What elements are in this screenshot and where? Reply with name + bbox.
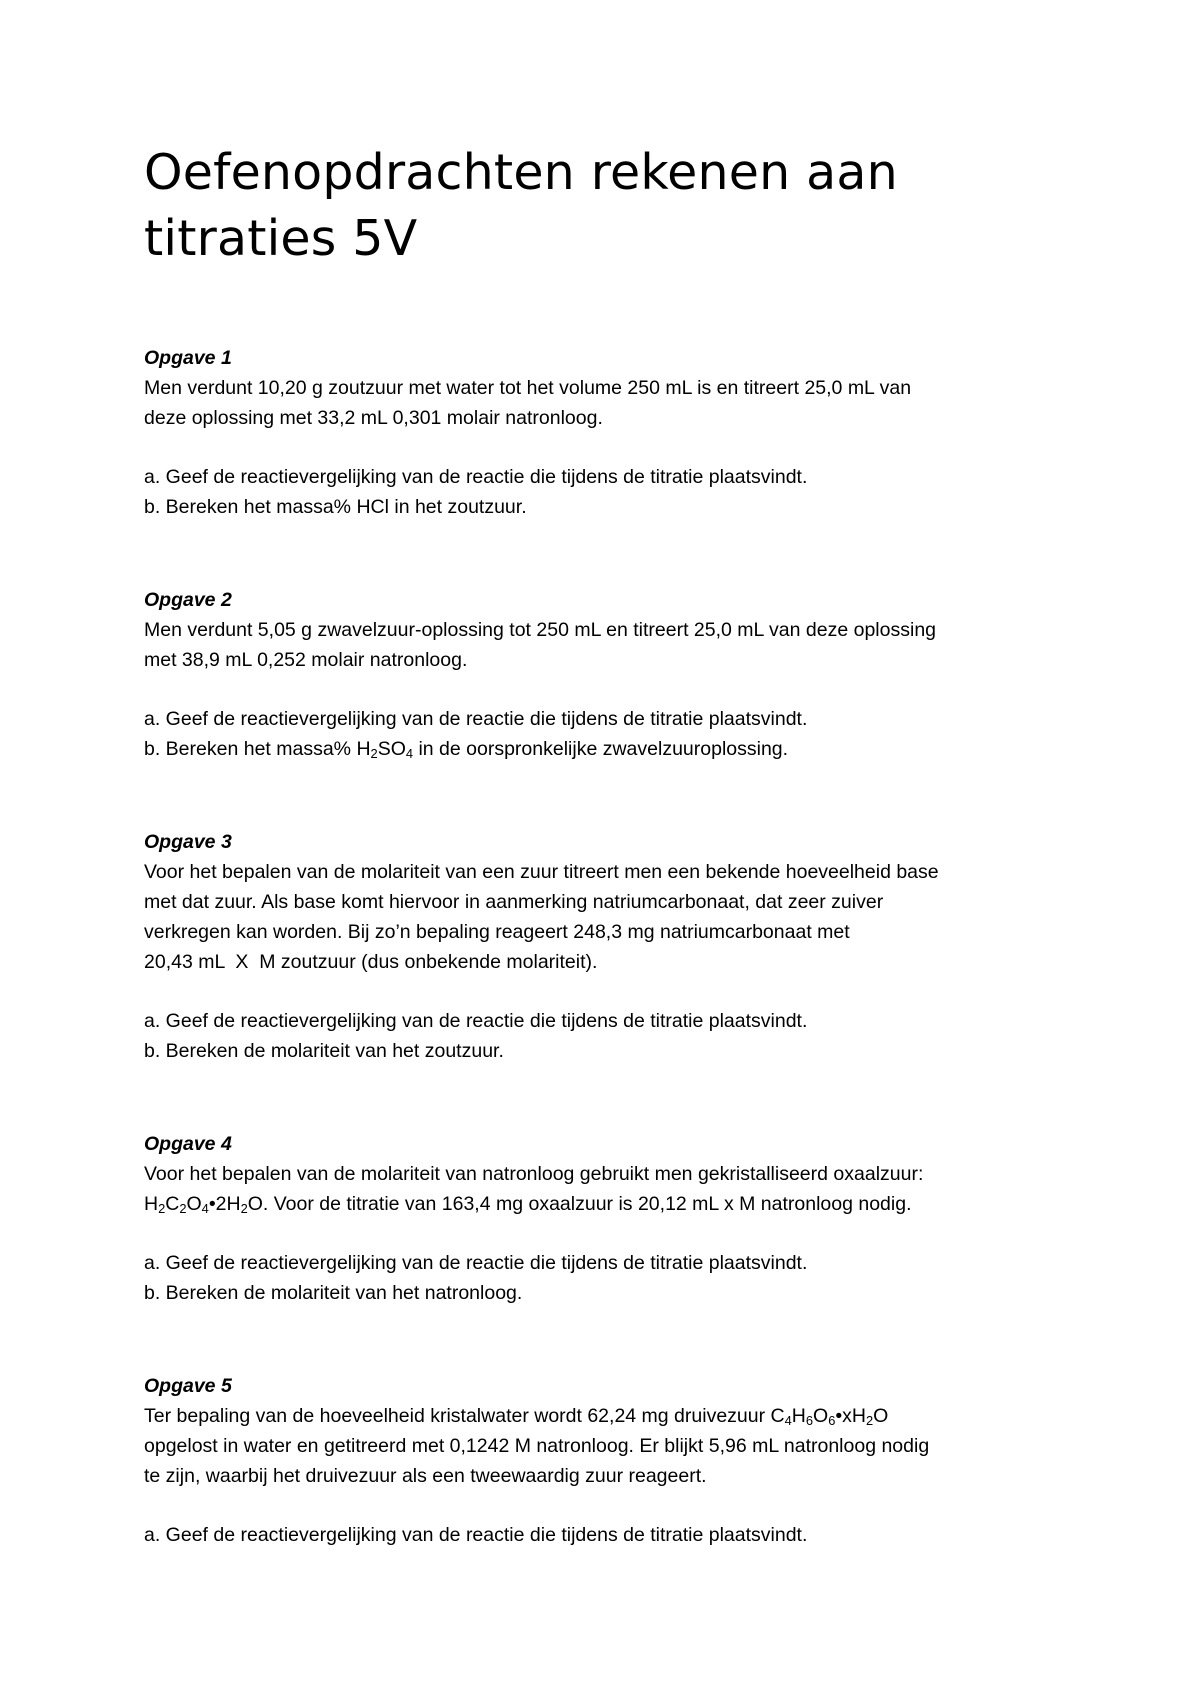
opgave-text [144,373,1074,433]
subquestion-b: b. Bereken het massa% HCl in het zoutzuur. [144,496,527,518]
formula-part: H [144,1193,159,1215]
text-line: Voor het bepalen van de molariteit van natronloog gebruikt men gekristalliseerd oxaalzuur: [144,1163,924,1185]
subscript: 2 [158,1200,166,1216]
text-line: 20,43 mL X M zoutzuur (dus onbekende molariteit). [144,951,598,973]
text-line: Men verdunt 10,20 g zoutzuur met water tot het volume 250 mL is en titreert 25,0 mL van [144,377,912,399]
formula-line [144,1405,888,1427]
text-line: Men verdunt 5,05 g zwavelzuur-oplossing tot 250 mL en titreert 25,0 mL van deze oplossing [144,619,937,641]
opgave-heading: Opgave 3 [144,831,232,853]
subquestion-b-text: b. Bereken het massa% H [144,738,371,760]
formula-part: O [873,1405,889,1427]
title-line-1: Oefenopdrachten rekenen aan [144,144,898,201]
subquestion-a: a. Geef de reactievergelijking van de reactie die tijdens de titratie plaatsvindt. [144,708,808,730]
opgave-4 [144,1129,1074,1308]
text-line: met dat zuur. Als base komt hiervoor in aanmerking natriumcarbonaat, dat zeer zuiver [144,891,884,913]
subquestion-b [144,734,1074,764]
text-part: Ter bepaling van de hoeveelheid kristalwater wordt 62,24 mg druivezuur C [144,1405,785,1427]
subscript: 2 [370,745,378,761]
text-line: te zijn, waarbij het druivezuur als een tweewaardig zuur reageert. [144,1465,707,1487]
subquestion-a: a. Geef de reactievergelijking van de reactie die tijdens de titratie plaatsvindt. [144,1252,808,1274]
document-title [144,140,1074,272]
text-line: verkregen kan worden. Bij zo’n bepaling reageert 248,3 mg natriumcarbonaat met [144,921,850,943]
subscript: 6 [828,1412,836,1428]
subquestion-a: a. Geef de reactievergelijking van de reactie die tijdens de titratie plaatsvindt. [144,1524,808,1546]
subscript: 4 [405,745,414,761]
formula-part: O [186,1193,202,1215]
subscript: 6 [805,1412,814,1428]
formula-part: C [165,1193,180,1215]
formula-part: O [813,1405,829,1427]
opgave-2 [144,585,1074,764]
document-page [144,140,1074,1606]
formula-part: SO [377,738,406,760]
opgave-text [144,1159,1074,1219]
subquestion-b: b. Bereken de molariteit van het natronloog. [144,1282,523,1304]
opgave-heading: Opgave 4 [144,1133,232,1155]
subscript: 2 [179,1200,187,1216]
opgave-3 [144,827,1074,1066]
subquestion-a: a. Geef de reactievergelijking van de reactie die tijdens de titratie plaatsvindt. [144,1010,808,1032]
formula-line [144,1193,912,1215]
formula-part: •2H [208,1193,241,1215]
subquestion-b-text: in de oorspronkelijke zwavelzuuroplossing. [413,738,789,760]
subscript: 4 [201,1200,209,1216]
title-line-2: titraties 5V [144,210,418,267]
subquestion-b: b. Bereken de molariteit van het zoutzuur. [144,1040,504,1062]
opgave-text [144,1401,1074,1491]
opgave-heading: Opgave 5 [144,1375,232,1397]
opgave-text [144,857,1074,977]
opgave-1 [144,343,1074,522]
subquestion-a: a. Geef de reactievergelijking van de reactie die tijdens de titratie plaatsvindt. [144,466,808,488]
opgave-heading: Opgave 2 [144,589,232,611]
opgave-heading: Opgave 1 [144,347,232,369]
text-line: deze oplossing met 33,2 mL 0,301 molair natronloog. [144,407,603,429]
text-line: met 38,9 mL 0,252 molair natronloog. [144,649,468,671]
subscript: 2 [866,1412,874,1428]
subscript: 4 [784,1412,792,1428]
text-line: opgelost in water en getitreerd met 0,1242 M natronloog. Er blijkt 5,96 mL natronloog nodig [144,1435,930,1457]
formula-part: H [791,1405,806,1427]
formula-part: •xH [835,1405,867,1427]
text-part: O. Voor de titratie van 163,4 mg oxaalzuur is 20,12 mL x M natronloog nodig. [247,1193,912,1215]
subscript: 2 [240,1200,248,1216]
text-line: Voor het bepalen van de molariteit van een zuur titreert men een bekende hoeveelheid base [144,861,939,883]
opgave-text [144,615,1074,675]
opgave-5 [144,1371,1074,1550]
